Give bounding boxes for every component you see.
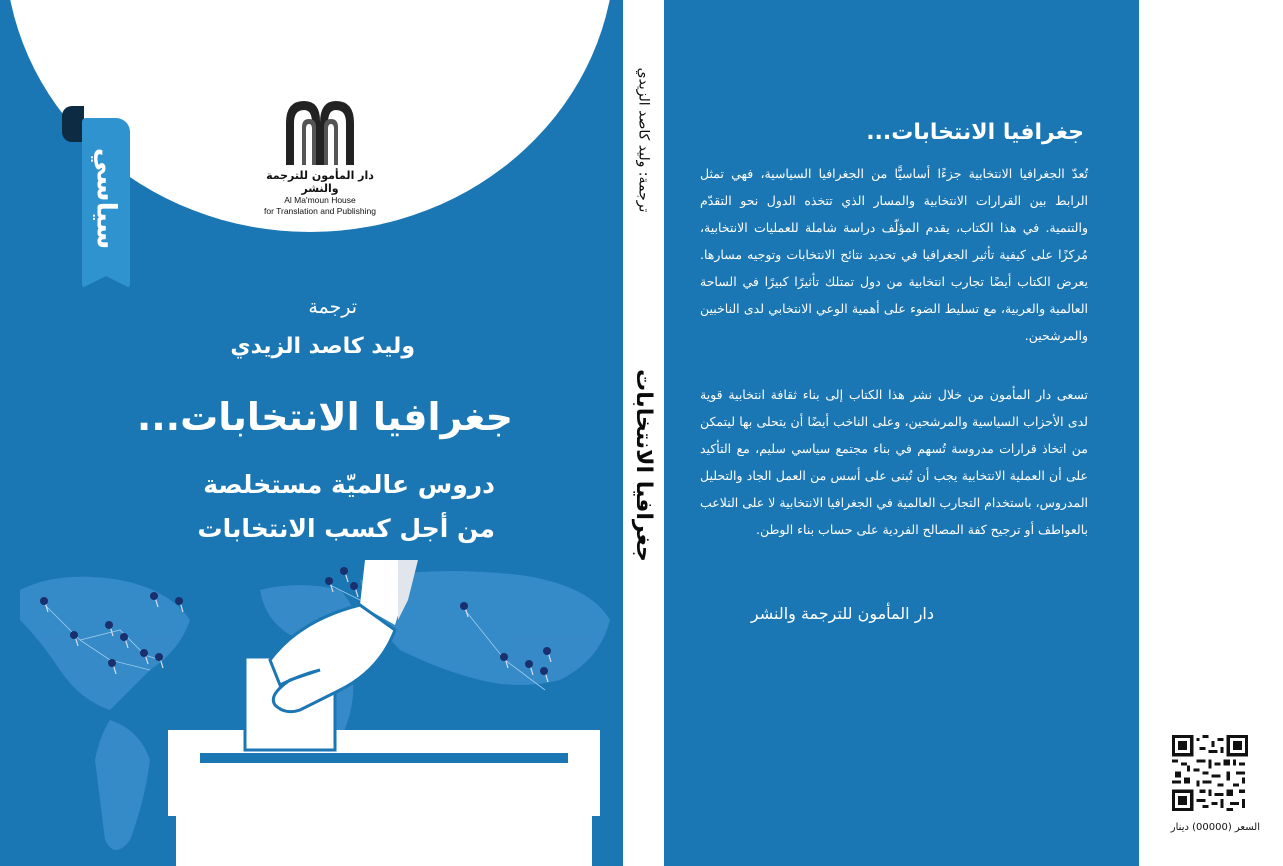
publisher-name-en-2: for Translation and Publishing xyxy=(264,206,376,216)
pin-marker xyxy=(350,582,358,597)
subtitle-line-2: من أجل كسب الانتخابات xyxy=(197,514,495,543)
publisher-logo-icon xyxy=(282,97,358,167)
spine-translator xyxy=(623,40,663,240)
back-cover xyxy=(664,0,1139,866)
back-paragraph-2: تسعى دار المأمون من خلال نشر هذا الكتاب إلى بناء ثقافة انتخابية قوية لدى الأحزاب السياسية والمرشحين، وعلى الناخب أيضًا أن يتحلى بها ليتمكن من اتخاذ قرارات مدروسة تُسهم في بناء مجتمع سياسي سليم، مع التأكيد على أن العملية الانتخابية يجب أن تُبنى على أسس من العمل الجاد والتحليل المدروس، باستخدام التجارب العالمية في الجغرافيا الانتخابية لا على التلاعب بالعواطف أو ترجيح كفة المصالح الفردية على حساب بناء الوطن. xyxy=(700,387,1088,537)
spine-title-text: جغرافيا الانتخابات xyxy=(630,368,656,562)
world-map-icon xyxy=(0,560,623,866)
translated-by-label: ترجمة xyxy=(308,296,357,318)
publisher-name-en-1: Al Ma'moun House xyxy=(284,195,356,205)
subtitle-line-1: دروس عالميّة مستخلصة xyxy=(203,470,495,499)
book-subtitle xyxy=(197,463,495,551)
translator-name: وليد كاصد الزيدي xyxy=(230,334,415,359)
back-signature: دار المأمون للترجمة والنشر xyxy=(750,604,934,623)
qr-code-icon xyxy=(1172,735,1248,811)
spine-translator-text: ترجمة: وليد كاصد الزيدي xyxy=(635,67,652,213)
book-title: جغرافيا الانتخابات... xyxy=(136,395,513,439)
spine-title xyxy=(623,360,663,570)
publisher-name-ar: دار المأمون للترجمة والنشر xyxy=(266,169,374,195)
front-cover xyxy=(0,0,623,866)
category-ribbon-text xyxy=(82,118,130,278)
ribbon-fold xyxy=(62,106,84,142)
pin-marker xyxy=(340,567,348,582)
publisher-logo xyxy=(258,97,382,216)
price-label: السعر (00000) دينار xyxy=(1170,822,1260,833)
back-heading: جغرافيا الانتخابات... xyxy=(866,120,1084,145)
back-paragraph-1: تُعدّ الجغرافيا الانتخابية جزءًا أساسيًّا من الجغرافيا السياسية، فهي تمثل الرابط بين القرارات الانتخابية والمسار الذي تتخذه الدول نحو التقدّم والتنمية. في هذا الكتاب، يقدم المؤلّف دراسة شاملة للعمليات الانتخابية، مُركزًا على كيفية تأثير الجغرافيا في تحديد نتائج الانتخابات وتوجيه مسارها. يعرض الكتاب أيضًا تجارب انتخابية من دول تمتلك تأثيرًا كبيرًا في الساحة العالمية والعربية، مع تسليط الضوء على أهمية الوعي الانتخابي لدى الناخبين والمرشحين. xyxy=(700,166,1088,343)
category-label: سياسي xyxy=(90,147,122,249)
